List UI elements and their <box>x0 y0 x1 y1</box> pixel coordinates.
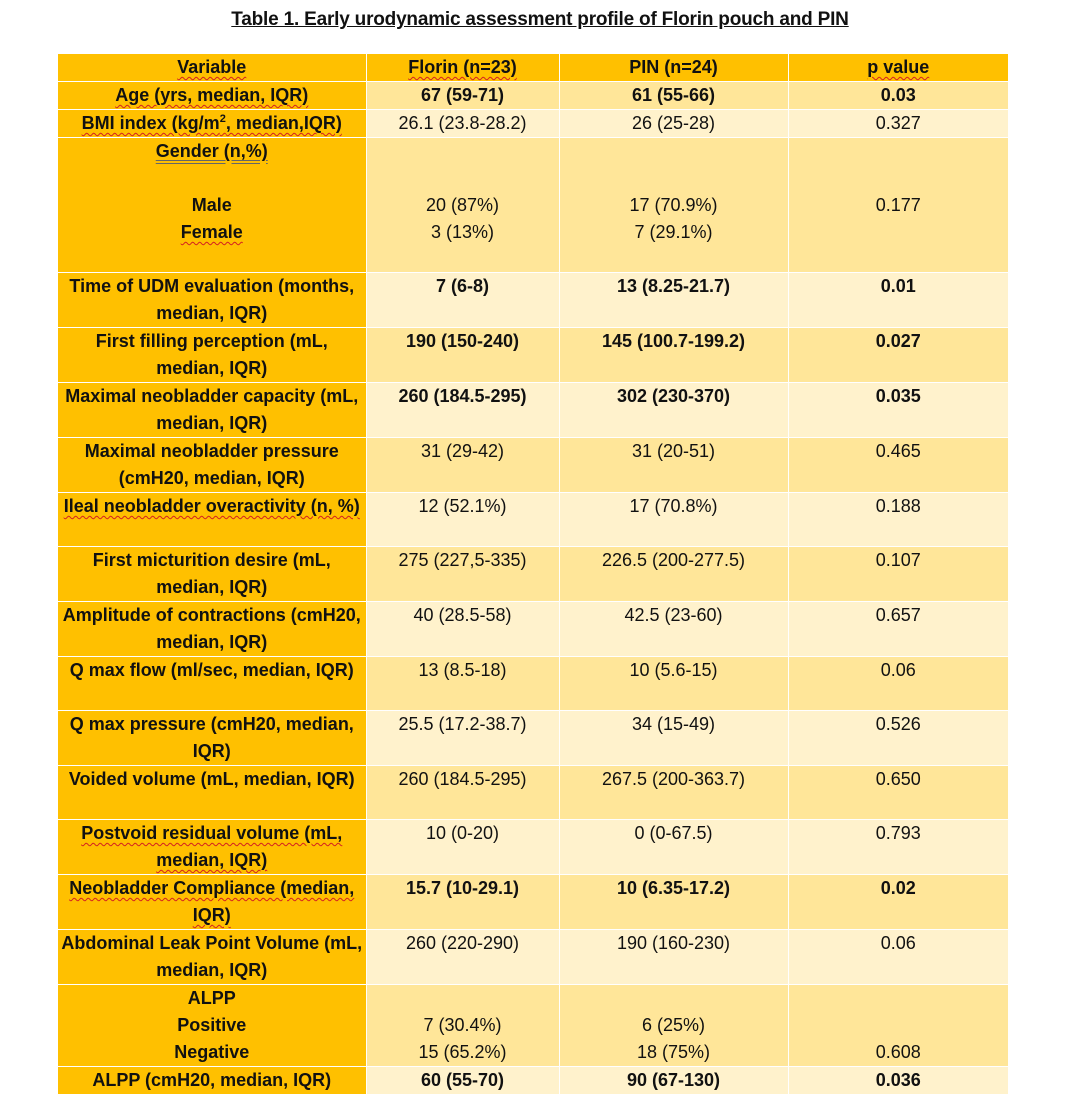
p-value-cell: 0.188 <box>788 493 1008 547</box>
table-row-first-filling <box>58 328 1008 383</box>
table-row-bmi <box>58 110 1008 138</box>
florin-cell: 40 (28.5-58) <box>366 602 559 657</box>
florin-cell: 7 (6-8) <box>366 273 559 328</box>
row-label: Ileal neobladder overactivity (n, %) <box>58 493 366 547</box>
florin-cell: 12 (52.1%) <box>366 493 559 547</box>
pin-cell: 17 (70.9%) 7 (29.1%) <box>559 138 788 273</box>
p-value-cell: 0.107 <box>788 547 1008 602</box>
table-row-alpp <box>58 985 1008 1067</box>
gender-female-label: Female <box>180 222 243 242</box>
row-label: ALPP (cmH20, median, IQR) <box>58 1067 366 1095</box>
florin-cell: 7 (30.4%) 15 (65.2%) <box>366 985 559 1067</box>
florin-cell: 67 (59-71) <box>366 82 559 110</box>
table-row-qmax-pressure <box>58 711 1008 766</box>
florin-cell: 31 (29-42) <box>366 438 559 493</box>
table-row-amplitude <box>58 602 1008 657</box>
table-row-overactivity <box>58 493 1008 547</box>
pin-cell: 26 (25-28) <box>559 110 788 138</box>
header-p-value: p value <box>788 54 1008 82</box>
alpp-negative-label: Negative <box>174 1042 250 1062</box>
alpp-positive-label: Positive <box>177 1015 247 1035</box>
urodynamic-table <box>58 54 1008 1095</box>
row-label: BMI index ($kg/m^2$, median,IQR) <box>58 110 366 138</box>
row-label: Voided volume (mL, median, IQR) <box>58 766 366 820</box>
table-row-max-capacity <box>58 383 1008 438</box>
florin-cell: 275 (227,5-335) <box>366 547 559 602</box>
row-label: First micturition desire (mL, median, IQR) <box>58 547 366 602</box>
florin-cell: 26.1 (23.8-28.2) <box>366 110 559 138</box>
row-label: Neobladder Compliance (median, IQR) <box>58 875 366 930</box>
gender-male-label: Male <box>191 195 232 215</box>
header-florin: Florin (n=23) <box>366 54 559 82</box>
row-label: Q max flow (ml/sec, median, IQR) <box>58 657 366 711</box>
p-value-cell: 0.06 <box>788 657 1008 711</box>
p-value-cell: 0.06 <box>788 930 1008 985</box>
florin-cell: 20 (87%) 3 (13%) <box>366 138 559 273</box>
p-value-cell: 0.035 <box>788 383 1008 438</box>
pin-cell: 31 (20-51) <box>559 438 788 493</box>
florin-cell: 190 (150-240) <box>366 328 559 383</box>
florin-cell: 13 (8.5-18) <box>366 657 559 711</box>
florin-cell: 260 (220-290) <box>366 930 559 985</box>
table-row-first-micturition <box>58 547 1008 602</box>
table-row-gender <box>58 138 1008 273</box>
row-label: Maximal neobladder pressure (cmH20, median, IQR) <box>58 438 366 493</box>
row-label: First filling perception (mL, median, IQR) <box>58 328 366 383</box>
row-label: Gender (n,%) Male Female <box>58 138 366 273</box>
p-value-cell: 0.526 <box>788 711 1008 766</box>
p-value-cell: 0.793 <box>788 820 1008 875</box>
table-row-age <box>58 82 1008 110</box>
table-row-alpp-pressure <box>58 1067 1008 1095</box>
pin-cell: 6 (25%) 18 (75%) <box>559 985 788 1067</box>
row-label: Time of UDM evaluation (months, median, IQR) <box>58 273 366 328</box>
p-value-cell: 0.608 <box>788 985 1008 1067</box>
pin-cell: 190 (160-230) <box>559 930 788 985</box>
p-value-cell: 0.657 <box>788 602 1008 657</box>
florin-cell: 260 (184.5-295) <box>366 383 559 438</box>
p-value-cell: 0.327 <box>788 110 1008 138</box>
table-row-udm-time <box>58 273 1008 328</box>
table-row-qmax-flow <box>58 657 1008 711</box>
row-label: Q max pressure (cmH20, median, IQR) <box>58 711 366 766</box>
pin-cell: 42.5 (23-60) <box>559 602 788 657</box>
pin-cell: 90 (67-130) <box>559 1067 788 1095</box>
row-label: Postvoid residual volume (mL, median, IQR) <box>58 820 366 875</box>
pin-cell: 10 (6.35-17.2) <box>559 875 788 930</box>
header-variable: Variable <box>58 54 366 82</box>
florin-cell: 25.5 (17.2-38.7) <box>366 711 559 766</box>
table-row-compliance <box>58 875 1008 930</box>
pin-cell: 0 (0-67.5) <box>559 820 788 875</box>
row-label: Abdominal Leak Point Volume (mL, median, IQR) <box>58 930 366 985</box>
pin-cell: 10 (5.6-15) <box>559 657 788 711</box>
p-value-cell: 0.03 <box>788 82 1008 110</box>
pin-cell: 61 (55-66) <box>559 82 788 110</box>
pin-cell: 302 (230-370) <box>559 383 788 438</box>
table-caption: Table 1. Early urodynamic assessment profile of Florin pouch and PIN <box>231 9 849 30</box>
p-value-cell: 0.01 <box>788 273 1008 328</box>
row-label: ALPP Positive Negative <box>58 985 366 1067</box>
row-label: Amplitude of contractions (cmH20, median, IQR) <box>58 602 366 657</box>
p-value-cell: 0.177 <box>788 138 1008 273</box>
p-value-cell: 0.02 <box>788 875 1008 930</box>
table-row-alpv <box>58 930 1008 985</box>
pin-cell: 34 (15-49) <box>559 711 788 766</box>
pin-cell: 226.5 (200-277.5) <box>559 547 788 602</box>
p-value-cell: 0.465 <box>788 438 1008 493</box>
florin-cell: 15.7 (10-29.1) <box>366 875 559 930</box>
pin-cell: 13 (8.25-21.7) <box>559 273 788 328</box>
table-row-postvoid-residual <box>58 820 1008 875</box>
header-pin: PIN (n=24) <box>559 54 788 82</box>
pin-cell: 17 (70.8%) <box>559 493 788 547</box>
p-value-cell: 0.027 <box>788 328 1008 383</box>
pin-cell: 267.5 (200-363.7) <box>559 766 788 820</box>
p-value-cell: 0.036 <box>788 1067 1008 1095</box>
table-row-voided-volume <box>58 766 1008 820</box>
table-header-row <box>58 54 1008 82</box>
table-row-max-pressure <box>58 438 1008 493</box>
pin-cell: 145 (100.7-199.2) <box>559 328 788 383</box>
florin-cell: 60 (55-70) <box>366 1067 559 1095</box>
p-value-cell: 0.650 <box>788 766 1008 820</box>
row-label: Age (yrs, median, IQR) <box>58 82 366 110</box>
florin-cell: 10 (0-20) <box>366 820 559 875</box>
row-label: Maximal neobladder capacity (mL, median, IQR) <box>58 383 366 438</box>
florin-cell: 260 (184.5-295) <box>366 766 559 820</box>
